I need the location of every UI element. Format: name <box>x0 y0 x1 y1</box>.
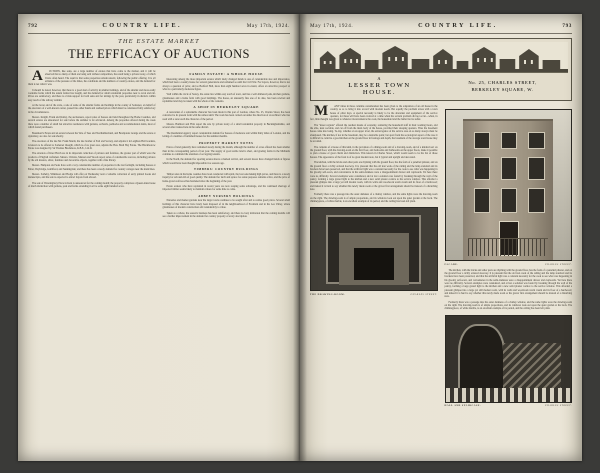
article-title-row <box>314 73 568 97</box>
facade-caption <box>445 263 573 266</box>
paragraph: The Residential Agency report considerable demand for houses of moderate rent within thirty miles of London, and the letting of a number of furnished houses for the summer months. <box>162 131 290 139</box>
left-page-inner <box>28 22 290 453</box>
caption-credit: CHARLES STREET. <box>410 292 438 296</box>
paragraph: Prices of land generally have remained steady during the month, although the number of acres offered has been smaller than in the corresponding period of last year. The supply of good arable land is short, and grazing farms in the Midlands continue to command the attention of occupying tenants. <box>162 146 290 157</box>
house-front <box>463 119 553 260</box>
article-body <box>310 105 438 203</box>
right-issue-date: May 17th, 1924. <box>310 23 354 29</box>
paragraph: A restoration of a remarkable character has been made in this part of London, where No. 25, Charles Street, has been converted to its present form with the utmost skill. The work has been carried out under the direction of an architect who has used with a sure touch the character of the period. <box>162 111 290 121</box>
paragraph: The "lesser regions" offered the readiest means of economy, rendering the household staff in their working hours, and the able, least sociable, and cut off from the main body of the house, provided their sleeping quarters. Thus the basement house came into being. To-day, whether on an upper level, the extravagance of the service area on so many storeys must be abandoned. The kitchen, if not in the basement, may be a desirable point; but apart from the sociological aspect of the case it is difficult to contrive a good kitchen on the ground floor in frontage and depth, the basement of the average town house may be avoided. <box>310 123 438 144</box>
right-running-head <box>310 22 572 31</box>
paragraph: Messrs. Humbert and Flint report the sale by private treaty of a small residential property in Buckinghamshire, and several other transactions in the same district. <box>162 123 290 130</box>
paragraph: Messrs. Hampton and Sons have sold a very considerable number of properties in the last fortnight, including houses at Esher, Weybridge, Guildford, and Sunningdale; and there has been a steady demand for country cottages near the main lines. <box>28 164 156 171</box>
article-title-left <box>318 76 441 96</box>
right-publication-title: COUNTRY LIFE. <box>418 22 498 29</box>
section-heading: FAMILY ESTATE: A WHOLE HOUSE <box>189 72 264 76</box>
section-heading: A SHOP IN BERKELEY SQUARE <box>193 105 260 110</box>
paragraph: The contents of a house of this kind, in the provision of a dining-room and of a drawing-room, and of a kindred sort on the ground floor, with the drawing-room on the first floor, and bedrooms and bathrooms on the upper floors, make it possible to plan a house of great charm and distinction. This known in Charles Street, which would seem to be the list of those houses. The appearance of the front is of no great modern note, but it typical and upright and decorated. <box>310 145 438 159</box>
article-title-line-3: HOUSE. <box>362 89 397 96</box>
article-title-line-1: A <box>377 76 382 81</box>
hall-caption <box>445 404 573 407</box>
address-line-1: No. 25, CHARLES STREET, <box>468 80 537 86</box>
right-folio: 793 <box>562 23 572 29</box>
window <box>501 157 517 180</box>
address-line-2: BERKELEY SQUARE, W. <box>471 86 534 92</box>
paragraph: Formerly there was a passage into the outer darkness of a clumsy window, and the same lights were the drawing-room on the right. The drawing-room is of ample proportions, and its windows look out upon the quiet garden at the back. The chimneypiece, of white marble, is an excellent example of its period, and the ceiling has been left plain. <box>444 300 572 311</box>
paragraph: Interesting among the more important estates which lately changed hands is one of considerable size and importance, which had been a country house for several generations and remained so until the Civil War. For buyers, however, that is not always a question of price; and so Bedford Hall, more than eight hundred acres in extent, offers an attractive prospect at what is a particularly moderate figure. <box>162 77 290 91</box>
caption-title: HALL AND STAIRCASE. <box>444 404 481 408</box>
column-two-text <box>163 73 291 218</box>
window <box>528 157 544 180</box>
right-column-text <box>310 105 438 407</box>
right-head-rule <box>310 33 572 34</box>
left-columns <box>28 70 290 220</box>
fireplace-caption <box>310 293 438 296</box>
area-railings <box>468 238 548 256</box>
title-rule <box>28 66 290 67</box>
paragraph: In the North, the demand for sporting estates shows a marked revival, and several moors have changed hands at figures which would have been thought impossible two seasons ago. <box>162 158 290 165</box>
paragraph: Beaumont's Estate and an estate between the Vale of Tees and Northumberland, and Bromptons Grange and the estate at Aylesbury, are also for sale shortly. <box>28 131 156 138</box>
facade-photo <box>445 109 573 261</box>
right-page-inner <box>310 22 572 453</box>
window <box>474 157 490 180</box>
left-column-two <box>163 70 291 220</box>
caption-credit: CHARLES STREET. <box>545 262 572 266</box>
left-column-one <box>28 70 156 220</box>
left-folio: 792 <box>28 23 38 29</box>
section-heading: PROPERTY MARKET NOTES <box>198 140 254 145</box>
window <box>528 188 544 214</box>
drop-capital: A <box>32 68 43 84</box>
right-columns <box>310 105 572 407</box>
article-title-block <box>310 38 572 101</box>
left-issue-date: May 17th, 1924. <box>246 23 290 29</box>
drop-capital: M <box>314 103 329 119</box>
paragraph: The executors of the late Mr. Frank Marsh, the late brother of Earl and Society, and adjoins it in Leighton Hall Gardens, is known to be offered to Somerset thought, which is of no great area, adjoins the Hon. Basil Hay Estate. The Blackborrow Estate was designed by Sir Thomas Blackmore, K.B.E., Litt.D. <box>28 140 156 150</box>
left-publication-title: COUNTRY LIFE. <box>102 22 182 29</box>
left-running-head <box>28 22 290 31</box>
article-title-line-2: LESSER TOWN <box>348 82 411 89</box>
window <box>528 132 544 149</box>
caption-title: THE DRAWING-ROOM. <box>310 292 346 296</box>
paragraph: At the lower end of the scale, a sale of some of the smaller farms and holdings in the county of Somerset, on behalf of the executors of a well-known owner, passed into other hands and realised prices which must be considered fully satisfactory in the circumstances. <box>28 104 156 114</box>
paragraph: Timber sales in the home counties have been conducted with spirit, the best oak making high prices, and there is a steady inquiry for ash and elm of good quality. The demand for larch and spruce for estate purposes remains active, and the price of home-grown softwood has hardened since the beginning of the year. <box>162 172 290 183</box>
window <box>474 132 490 149</box>
paragraph: ANY times in these columns consideration has been given to the adaptation of an old house in the country so as to bring it into accord with modern needs. But equally the problem arises with a town house of other days. A special necessity is likely to be the alteration and equipment of the service quarters, for these will have been evolved at a time when the servant problem did not occur—when, in fact, little thought was given to whatever inconvenience the cook, the housemaid and the butler had to suffer. <box>310 105 438 122</box>
picture-column-text <box>445 269 573 311</box>
paragraph: Nurseries and market gardens near the larger towns continue to be sought after and to realise good prices. Several small holdings of this character have lately been disposed of in the neighbourhood of Evesham and in the Lea Valley, where glasshouses of modern construction add considerably to value. <box>162 199 290 210</box>
section-heading: ABBEY NURSERY HOLDINGS <box>198 193 255 198</box>
paragraph: Estate owners who have replanted in recent years are now reaping some advantage, and the continued shortage of imported timber seems likely to maintain values for some time to come. <box>162 184 290 192</box>
left-page <box>18 14 300 461</box>
paragraph: The kitchen, with the bricks and other parts are rhyming with the ground floor, has the form of a panelled pilaster, and on the ground floor a richly ordered doorway. It is pleasant that the old iron work of the railing and the lamp standard and its brackets have been preserved, and that the artificial light was a constant necessity for the cook to see what was happening in his gloomy self-sown, and convenience in the semi-darkness were a disappointment drawer and cupboards. Yet here there were no difficulty. Several examples were considered, and at last a solution was found by breaking through the wall of the pantry, forming a large grated light to the kitchen and a new solid plaster cornice to the service window. This afforded a pleasant glimpse into a large yet still modest room, with its walls and woodwork warm cream and its floor of a hardwood; and indeed it is hard to say whether this newly made room or the graver first arrangement should be instead of a disturbing note. <box>310 161 438 191</box>
left-head-rule <box>28 33 290 34</box>
column-one-text <box>28 70 156 188</box>
page-title: THE EFFICACY OF AUCTIONS <box>68 47 250 61</box>
section-heading: TIMBERS: COUNTRY BUILDINGS <box>193 167 259 172</box>
window <box>501 132 517 149</box>
hall-archway <box>458 324 505 392</box>
fireplace-opening <box>354 248 394 281</box>
paragraph: UCTIONS, like sales, are a large number of estates that have come to the market, and it will be observed that so many of them are being sold without competition, the result being a private treaty, of which I have often heard. The result is that some properties remain unsold, following the public offering. It is all evidence of the pressure of the times, the conditions and the numbers of country estates, and the demand for them is not what it was. <box>28 70 156 87</box>
decorative-frieze-icon <box>314 42 568 73</box>
paragraph: The kitchen, with the bricks and other parts are rhyming with the ground floor, has the form of a panelled pilaster, and on the ground floor a richly ordered doorway. It is pleasant that the old iron work of the railing and the lamp standard and its brackets have been preserved, and that the artificial light was a constant necessity for the cook to see what was happening in his gloomy self-sown, and convenience in the semi-darkness were a disappointment drawer and cupboards. Yet here there were no difficulty. Several examples were considered, and at last a solution was found by breaking through the wall of the pantry, forming a large grated light to the kitchen and a new solid plaster cornice to the service window. This afforded a pleasant glimpse into a large yet still modest room, with its walls and woodwork warm cream and its floor of a hardwood; and indeed it is hard to say whether this newly made room or the graver first arrangement should be instead of a disturbing note. <box>444 268 572 299</box>
right-page <box>300 14 582 461</box>
spread-gutter <box>293 14 307 461</box>
drawing-room-fireplace-photo <box>310 207 438 291</box>
paragraph: The exteriors of Knot Hatch are in its important collection of pictures and furniture, the greater part of which were the products of English craftsmen. Messrs. Christie, Manson and Woods report sales of considerable success, including pictures by the old masters, silver, furniture and decorative objects, together with a fine library. <box>28 152 156 162</box>
paragraph: Formerly there was a passage into the outer darkness of a clumsy window, and the same lights were the drawing-room on the right. The drawing-room is of ample proportions, and its windows look out upon the quiet garden at the back. The chimneypiece, of white marble, is an excellent example of its period, and the ceiling has been left plain. <box>310 193 438 203</box>
paragraph: Taken as a whole, the season's business has been satisfactory, and there is every indication that the coming months will see a further improvement in the demand for country property of every description. <box>162 211 290 218</box>
paragraph: Messrs. Sotheby, Wilkinson and Hodge will offer on Wednesday next a valuable collection of early printed books and manuscripts, and the sale is expected to attract buyers from abroad. <box>28 172 156 180</box>
article-address <box>441 80 564 92</box>
right-column-pictures <box>445 105 573 407</box>
caption-title: FACADE. <box>444 262 459 266</box>
paragraph: The sale of Wateringbury Place in Kent is announced for the coming month; the property comprises a Queen Anne house of much distinction with gardens, park and farms extending in all to some eight hundred acres. <box>28 181 156 188</box>
chequered-floor <box>446 388 572 402</box>
paragraph: It should be noted, however, that there is a good deal of activity in smaller holdings, and of the smaller and more easily workable farms which the tenant farmer has bought, and the demand for small residential properties near to town and rail. Prices are satisfactory, and there is a brisk support for both sales and for lettings by the year, particularly in districts within easy reach of the railway termini. <box>28 88 156 102</box>
window <box>474 188 490 214</box>
estate-market-kicker: THE ESTATE MARKET <box>118 38 200 45</box>
paragraph: Messrs. Knight, Frank and Rutley, the auctioneers, report sales of houses and land throughout the Home Counties, and several estates are announced for sale before the summer is far advanced. Among the properties offered during the week there were a number of small but attractive residences with gardens, orchards, paddocks and accommodation lands, most of which found purchasers. <box>28 116 156 130</box>
hall-and-staircase-photo <box>445 315 573 403</box>
paragraph: Well within the circle of Surrey, the estate lies within easy reach of town, and has a well-timbered park, kitchen gardens, glasshouses and a home farm with good buildings. The house, an unusually fine one of its date, has been rewired and replumbed and may be taken with the whole of the contents. <box>162 93 290 103</box>
caption-credit: CHARLES STREET. <box>545 404 572 408</box>
window <box>501 188 517 214</box>
